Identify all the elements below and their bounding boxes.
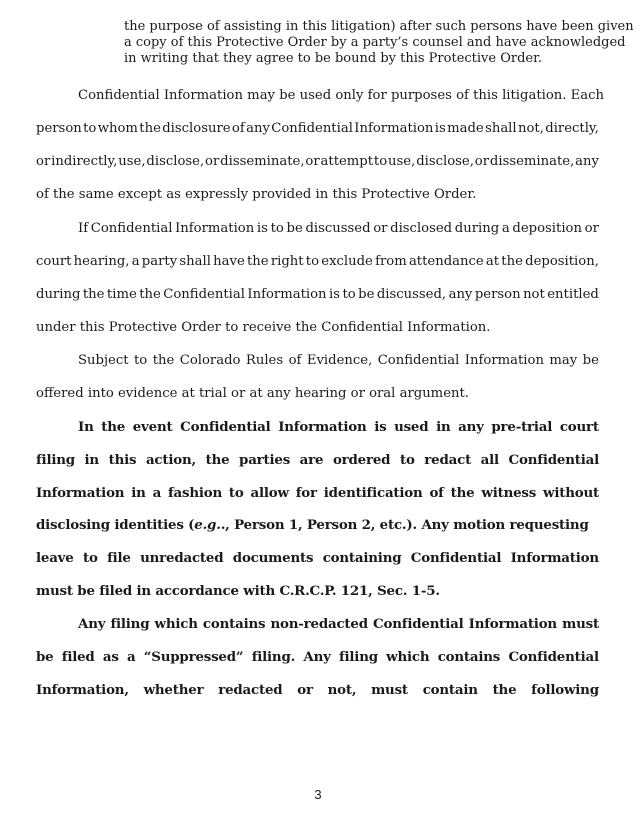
word: made — [447, 121, 484, 136]
word: must — [371, 682, 408, 698]
word: Confidential — [163, 287, 245, 302]
word: non-redacted — [270, 616, 368, 632]
word: contain — [422, 682, 478, 698]
word: Information — [36, 485, 125, 501]
word: be — [582, 353, 599, 368]
word: disclose, — [146, 154, 205, 169]
word: documents — [232, 550, 314, 566]
word: the — [492, 682, 517, 698]
word: whether — [143, 682, 204, 698]
word: shall — [179, 254, 211, 269]
word: filing — [36, 452, 75, 468]
word: file — [107, 550, 131, 566]
word: is — [374, 419, 387, 435]
word: hearing, — [73, 254, 130, 269]
word: witness — [481, 485, 537, 501]
word: Evidence, — [306, 353, 373, 368]
paragraph-line: of the same except as expressly provided in this Protective Order. — [36, 187, 477, 202]
word: Confidential — [90, 221, 173, 236]
word: at — [485, 254, 500, 269]
word: for — [295, 485, 317, 501]
word: allow — [250, 485, 289, 501]
word: filed — [61, 649, 95, 665]
bold-paragraph-line: must be filed in accordance with C.R.C.P. 121, Sec. 1-5. — [36, 583, 440, 599]
word: or — [373, 221, 388, 236]
word: entitled — [547, 287, 599, 302]
word: whom — [97, 121, 138, 136]
word: disclose, — [416, 154, 474, 169]
word: Information — [278, 419, 367, 435]
word: attempt — [320, 154, 374, 169]
word: may — [549, 353, 578, 368]
word: discussed — [305, 221, 371, 236]
word: identification — [323, 485, 423, 501]
word: indirectly, — [51, 154, 118, 169]
word: during — [454, 221, 500, 236]
word: any — [458, 419, 484, 435]
word: any — [246, 121, 270, 136]
word: unredacted — [140, 550, 224, 566]
word: Colorado — [179, 353, 241, 368]
word: exclude — [321, 254, 373, 269]
word: court — [36, 254, 72, 269]
word: Information — [464, 353, 544, 368]
word: be — [286, 221, 303, 236]
word: filing. — [251, 649, 296, 665]
word: are — [299, 452, 324, 468]
word: Subject — [78, 353, 129, 368]
page-number: 3 — [314, 787, 322, 802]
word: shall — [485, 121, 517, 136]
word: the — [205, 452, 230, 468]
word: Information — [468, 616, 557, 632]
word: must — [562, 616, 599, 632]
word: filing — [338, 649, 378, 665]
bold-paragraph-line — [36, 452, 599, 468]
italic-abbreviation: e.g. — [194, 517, 221, 533]
word: this — [108, 452, 137, 468]
bold-paragraph-line — [36, 649, 599, 665]
word: to — [270, 221, 284, 236]
word: without — [543, 485, 599, 501]
word: Any — [303, 649, 331, 665]
word: Information — [510, 550, 599, 566]
word: event — [132, 419, 173, 435]
word: have — [213, 254, 245, 269]
paragraph-line — [78, 221, 599, 237]
word: the — [246, 254, 269, 269]
word: a — [501, 221, 510, 236]
word: contains — [437, 649, 501, 665]
word: all — [480, 452, 499, 468]
word: of — [288, 353, 302, 368]
word: Information — [175, 221, 255, 236]
bold-paragraph-line — [36, 517, 599, 533]
word: person — [474, 287, 521, 302]
word: time — [106, 287, 137, 302]
word: disclosed — [390, 221, 453, 236]
word: person — [36, 121, 82, 136]
word: used — [394, 419, 429, 435]
word: attendance — [408, 254, 484, 269]
word: in — [84, 452, 99, 468]
word: of — [429, 485, 444, 501]
word: in — [131, 485, 146, 501]
word: discussed, — [376, 287, 447, 302]
word: redacted — [218, 682, 283, 698]
bold-paragraph-line — [36, 682, 599, 698]
word: Information — [247, 287, 327, 302]
word: to — [373, 154, 388, 169]
word: is — [328, 287, 340, 302]
word: directly, — [545, 121, 599, 136]
text-segment: ., Person 1, Person 2, etc.). Any motion requesting — [220, 517, 589, 533]
continuation-line: a copy of this Protective Order by a party’s counsel and have acknowledged — [124, 35, 626, 50]
word: ordered — [332, 452, 391, 468]
word: Any — [78, 616, 106, 632]
word: from — [375, 254, 407, 269]
word: filing — [110, 616, 150, 632]
word: court — [559, 419, 599, 435]
paragraph-line — [78, 353, 599, 369]
word: is — [434, 121, 446, 136]
word: action, — [145, 452, 196, 468]
word: the — [82, 287, 105, 302]
word: pre-trial — [491, 419, 553, 435]
word: following — [531, 682, 599, 698]
paragraph-line: under this Protective Order to receive the Confidential Information. — [36, 320, 491, 335]
word: of — [231, 121, 245, 136]
word: the — [152, 353, 175, 368]
word: Confidential — [377, 353, 460, 368]
word: to — [82, 550, 98, 566]
paragraph-line: Confidential Information may be used only for purposes of this litigation. Each — [78, 88, 605, 103]
word: or — [474, 154, 490, 169]
word: in — [436, 419, 451, 435]
word: deposition — [512, 221, 582, 236]
word: disseminate, — [220, 154, 305, 169]
word: a — [126, 649, 136, 665]
word: Confidential — [508, 649, 599, 665]
word: to — [305, 254, 320, 269]
word: or — [205, 154, 220, 169]
word: to — [342, 287, 356, 302]
word: not, — [517, 121, 544, 136]
word: the — [450, 485, 475, 501]
word: which — [154, 616, 198, 632]
word: use, — [388, 154, 416, 169]
bold-paragraph-line — [36, 550, 599, 566]
word: or — [305, 154, 320, 169]
word: or — [584, 221, 599, 236]
word: In — [78, 419, 94, 435]
word: parties — [239, 452, 291, 468]
word: Confidential — [180, 419, 271, 435]
word: the — [501, 254, 523, 269]
word: leave — [36, 550, 74, 566]
word: the — [139, 287, 161, 302]
word: disseminate, — [489, 154, 575, 169]
word: or — [36, 154, 51, 169]
word: “Suppressed” — [143, 649, 244, 665]
word: the — [101, 419, 126, 435]
word: as — [102, 649, 119, 665]
paragraph-line — [36, 254, 599, 270]
word: Confidential — [410, 550, 502, 566]
word: contains — [202, 616, 266, 632]
bold-paragraph-line — [36, 485, 599, 501]
word: party — [141, 254, 178, 269]
word: during — [36, 287, 81, 302]
paragraph-line — [36, 287, 599, 303]
word: containing — [322, 550, 402, 566]
word: to — [228, 485, 244, 501]
word: disclosure — [162, 121, 231, 136]
word: Confidential — [508, 452, 599, 468]
paragraph-line — [36, 121, 599, 137]
word: Confidential — [373, 616, 464, 632]
bold-paragraph-line — [78, 616, 599, 632]
word: If — [78, 221, 89, 236]
word: Confidential — [271, 121, 353, 136]
word: which — [386, 649, 430, 665]
word: to — [83, 121, 97, 136]
continuation-line: in writing that they agree to be bound by this Protective Order. — [124, 51, 543, 66]
word: deposition, — [525, 254, 599, 269]
text-segment: disclosing identities ( — [36, 517, 195, 533]
continuation-line: the purpose of assisting in this litigation) after such persons have been given — [124, 19, 634, 34]
word: Information, — [36, 682, 129, 698]
paragraph-line: offered into evidence at trial or at any hearing or oral argument. — [36, 386, 469, 401]
word: any — [575, 154, 599, 169]
word: fashion — [167, 485, 223, 501]
word: a — [131, 254, 140, 269]
word: not, — [327, 682, 357, 698]
word: a — [152, 485, 162, 501]
word: use, — [118, 154, 146, 169]
word: be — [36, 649, 54, 665]
word: is — [256, 221, 268, 236]
word: any — [448, 287, 473, 302]
word: Rules — [245, 353, 284, 368]
word: the — [139, 121, 161, 136]
word: or — [297, 682, 313, 698]
bold-paragraph-line — [78, 419, 599, 435]
word: redact — [424, 452, 472, 468]
word: to — [399, 452, 415, 468]
word: to — [134, 353, 148, 368]
paragraph-line — [36, 154, 599, 170]
line-segment — [36, 517, 589, 533]
word: right — [270, 254, 304, 269]
word: Information — [354, 121, 434, 136]
word: be — [358, 287, 375, 302]
word: not — [523, 287, 545, 302]
